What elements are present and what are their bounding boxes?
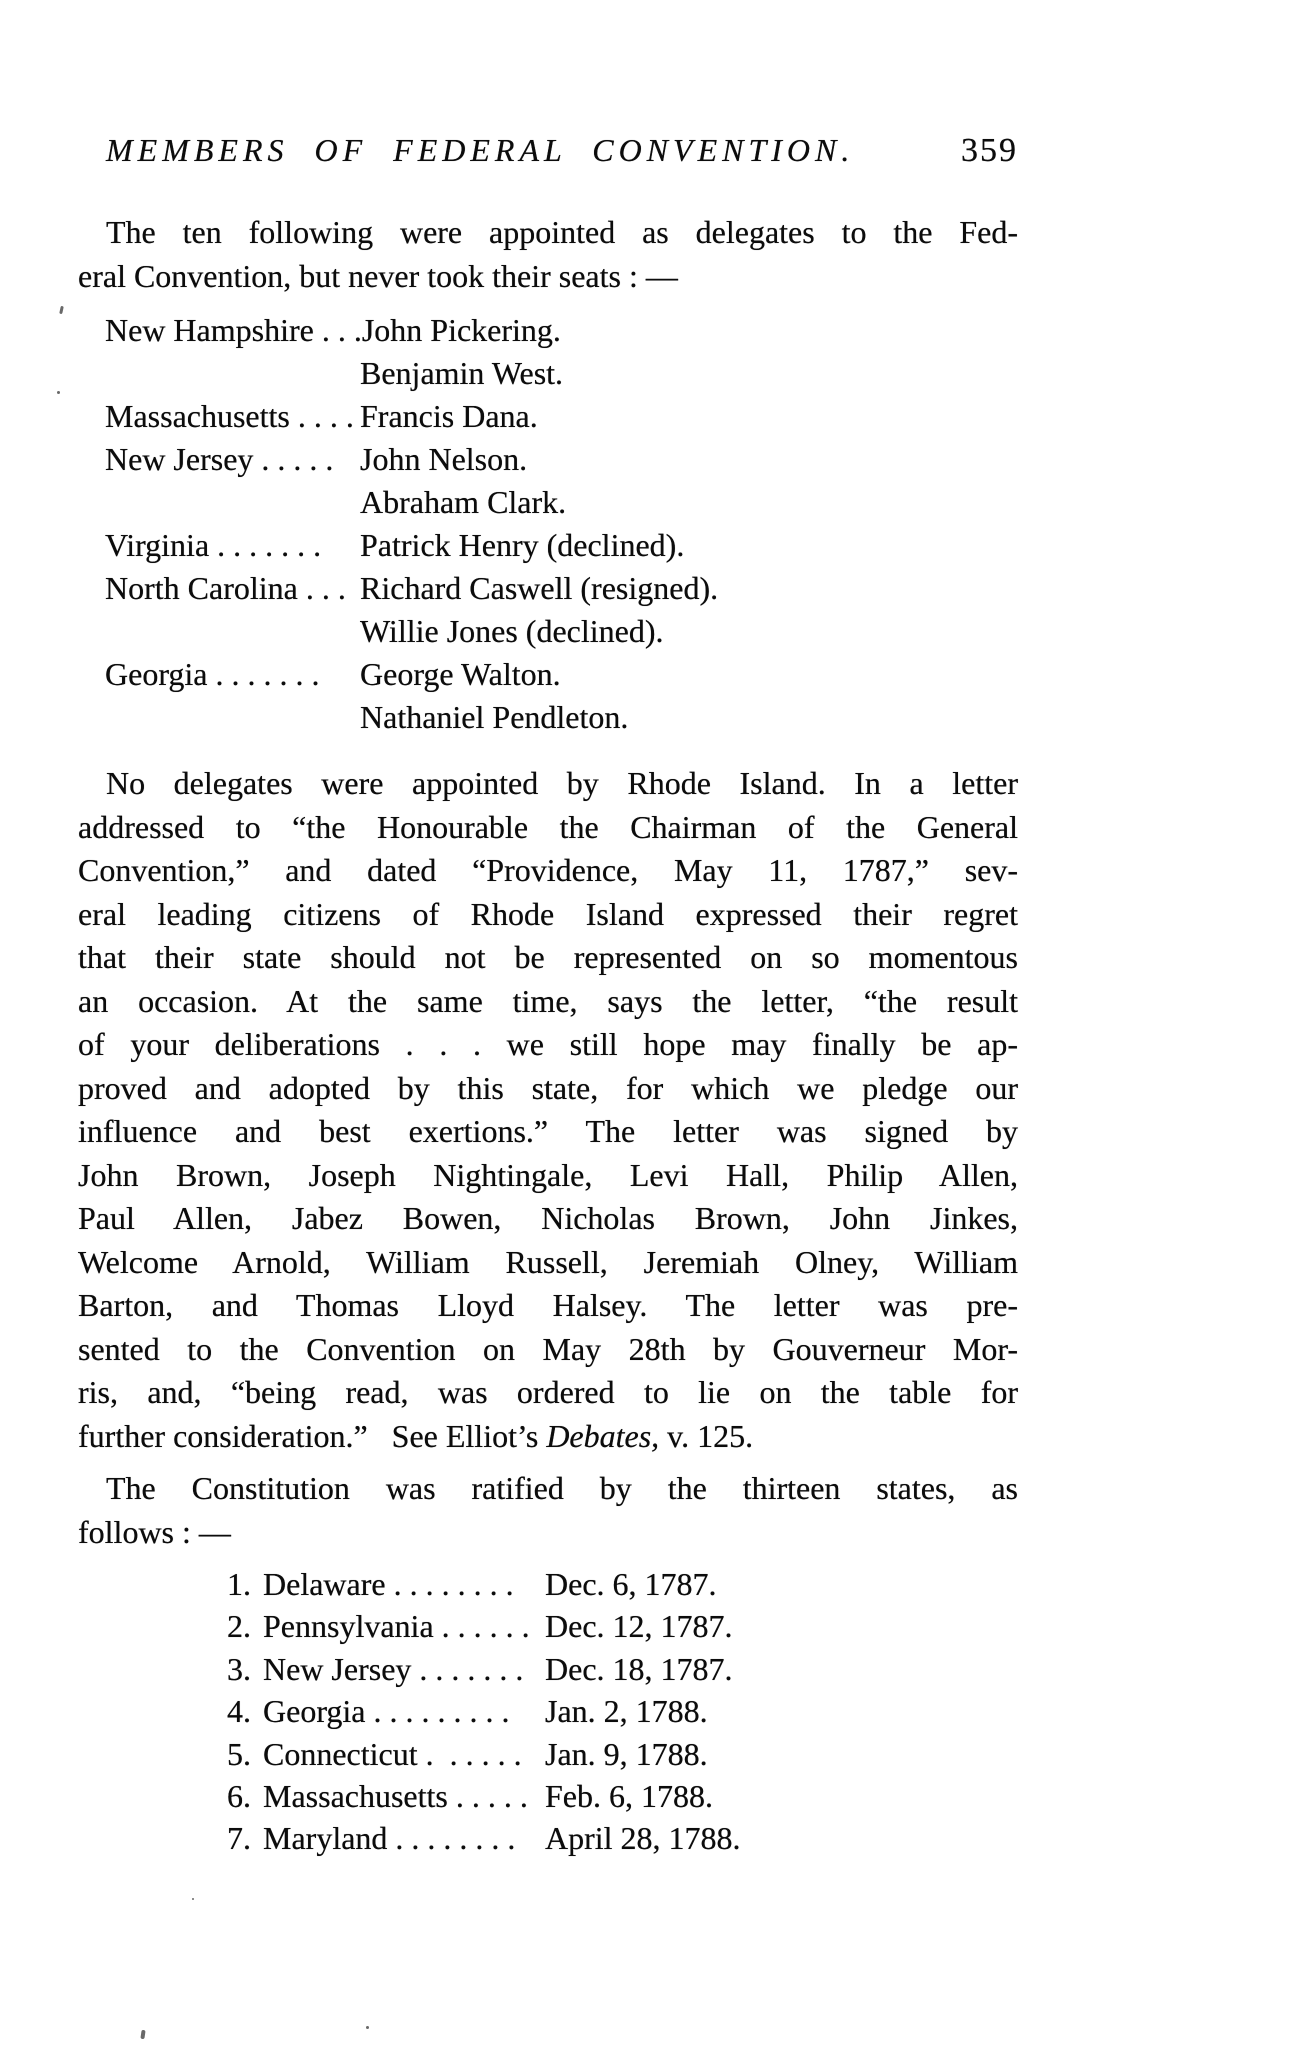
delegate-state: North Carolina . . .: [105, 570, 346, 606]
paragraph-line: an occasion. At the same time, says the letter, “the result: [78, 982, 1018, 1019]
scan-speck: [140, 2030, 145, 2039]
list-item: [105, 481, 718, 524]
delegate-name: Benjamin West.: [360, 355, 564, 391]
paragraph-line: sented to the Convention on May 28th by Gouverneur Mor-: [78, 1330, 1018, 1367]
list-item: [105, 352, 718, 395]
list-item: [105, 524, 718, 567]
state-name: Maryland . . . . . . . .: [263, 1820, 516, 1857]
ratification-date: April 28, 1788.: [545, 1820, 741, 1857]
book-title-italic: Debates,: [546, 1417, 660, 1454]
paragraph-line: that their state should not be represented on so momentous: [78, 939, 1018, 975]
list-item: [105, 696, 718, 739]
delegates-list: [105, 309, 718, 739]
delegate-name: Patrick Henry (declined).: [360, 527, 685, 563]
delegate-state: Virginia . . . . . . .: [105, 527, 322, 563]
item-number: 7.: [227, 1820, 251, 1857]
paragraph-line: of your deliberations . . . we still hope may finally be ap-: [78, 1026, 1018, 1062]
ratification-date: Dec. 12, 1787.: [545, 1608, 733, 1645]
scan-speck: [366, 2026, 369, 2029]
ratification-date: Jan. 9, 1788.: [545, 1735, 708, 1772]
paragraph-line: Paul Allen, Jabez Bowen, Nicholas Brown, John Jinkes,: [78, 1200, 1018, 1236]
delegate-name: Abraham Clark.: [360, 484, 567, 520]
delegate-state: New Jersey . . . . .: [105, 441, 334, 477]
list-item: [227, 1563, 741, 1605]
delegate-name: Francis Dana.: [360, 398, 538, 434]
paragraph-line: John Brown, Joseph Nightingale, Levi Hall, Philip Allen,: [78, 1156, 1018, 1193]
list-item: [105, 653, 718, 696]
ratification-list: [227, 1563, 741, 1860]
ratification-paragraph: [78, 1467, 1018, 1554]
delegate-name: Willie Jones (declined).: [360, 613, 664, 649]
rhode-island-paragraph: [78, 762, 1018, 1458]
paragraph-line: Convention,” and dated “Providence, May 11, 1787,” sev-: [78, 852, 1018, 888]
paragraph-line: Barton, and Thomas Lloyd Halsey. The letter was pre-: [78, 1287, 1018, 1323]
ratification-date: Jan. 2, 1788.: [545, 1693, 708, 1730]
list-item: [105, 395, 718, 438]
item-number: 4.: [227, 1693, 251, 1730]
delegate-name: Richard Caswell (resigned).: [360, 570, 719, 606]
page-number: 359: [961, 132, 1018, 169]
delegate-state: Massachusetts . . . .: [105, 398, 354, 434]
item-number: 1.: [227, 1566, 251, 1602]
state-name: Delaware . . . . . . . .: [263, 1566, 514, 1602]
delegate-state: [105, 610, 360, 653]
list-item: [227, 1605, 741, 1647]
state-name: Georgia . . . . . . . . .: [263, 1693, 510, 1730]
list-item: [227, 1775, 741, 1817]
item-number: 3.: [227, 1650, 251, 1687]
delegate-name: John Pickering.: [361, 312, 561, 348]
paragraph-line: ris, and, “being read, was ordered to lie on the table for: [78, 1374, 1018, 1410]
scan-speck: [59, 306, 64, 314]
closing-text: further consideration.” See Elliot’s: [78, 1417, 547, 1454]
state-name: Pennsylvania . . . . . .: [263, 1608, 530, 1645]
list-item: [227, 1648, 741, 1690]
paragraph-line: influence and best exertions.” The letter was signed by: [78, 1113, 1018, 1149]
scan-speck: [192, 1898, 194, 1900]
paragraph-line: proved and adopted by this state, for which we pledge our: [78, 1069, 1018, 1106]
delegate-name: Nathaniel Pendleton.: [360, 699, 629, 735]
delegate-name: John Nelson.: [360, 441, 528, 477]
paragraph-line: addressed to “the Honourable the Chairman of the General: [78, 808, 1018, 845]
delegate-state: [105, 481, 360, 524]
item-number: 2.: [227, 1608, 251, 1645]
scan-speck: [57, 391, 60, 394]
paragraph-line: Welcome Arnold, William Russell, Jeremiah Olney, William: [78, 1243, 1018, 1280]
list-item: [105, 610, 718, 653]
closing-text: v. 125.: [659, 1417, 754, 1454]
delegate-state: [105, 352, 360, 395]
ratification-date: Dec. 18, 1787.: [545, 1650, 733, 1687]
list-item: [105, 438, 718, 481]
ratification-date: Feb. 6, 1788.: [545, 1778, 713, 1815]
ratification-date: Dec. 6, 1787.: [545, 1566, 717, 1602]
state-name: Connecticut . . . . . .: [263, 1735, 522, 1772]
paragraph-line: The Constitution was ratified by the thirteen states, as: [106, 1470, 1018, 1506]
paragraph-line: The ten following were appointed as delegates to the Fed-: [106, 214, 1018, 250]
item-number: 6.: [227, 1778, 251, 1815]
page-title: MEMBERS OF FEDERAL CONVENTION.: [106, 132, 855, 168]
list-item: [105, 567, 718, 610]
list-item: [105, 309, 718, 352]
delegate-state: New Hampshire . . .: [105, 312, 362, 348]
paragraph-line: eral Convention, but never took their seats : —: [78, 257, 678, 294]
running-head: [78, 128, 1018, 173]
item-number: 5.: [227, 1735, 251, 1772]
state-name: Massachusetts . . . . .: [263, 1778, 528, 1815]
paragraph-line: No delegates were appointed by Rhode Island. In a letter: [106, 765, 1018, 801]
delegate-state: [105, 696, 360, 739]
delegate-name: George Walton.: [360, 656, 561, 692]
state-name: New Jersey . . . . . . .: [263, 1650, 524, 1687]
delegate-state: Georgia . . . . . . .: [105, 656, 320, 692]
paragraph-line: [78, 1415, 1018, 1459]
list-item: [227, 1733, 741, 1775]
paragraph-line: follows : —: [78, 1513, 231, 1550]
paragraph-line: eral leading citizens of Rhode Island expressed their regret: [78, 895, 1018, 932]
intro-paragraph: [78, 211, 1018, 298]
list-item: [227, 1690, 741, 1732]
list-item: [227, 1817, 741, 1859]
